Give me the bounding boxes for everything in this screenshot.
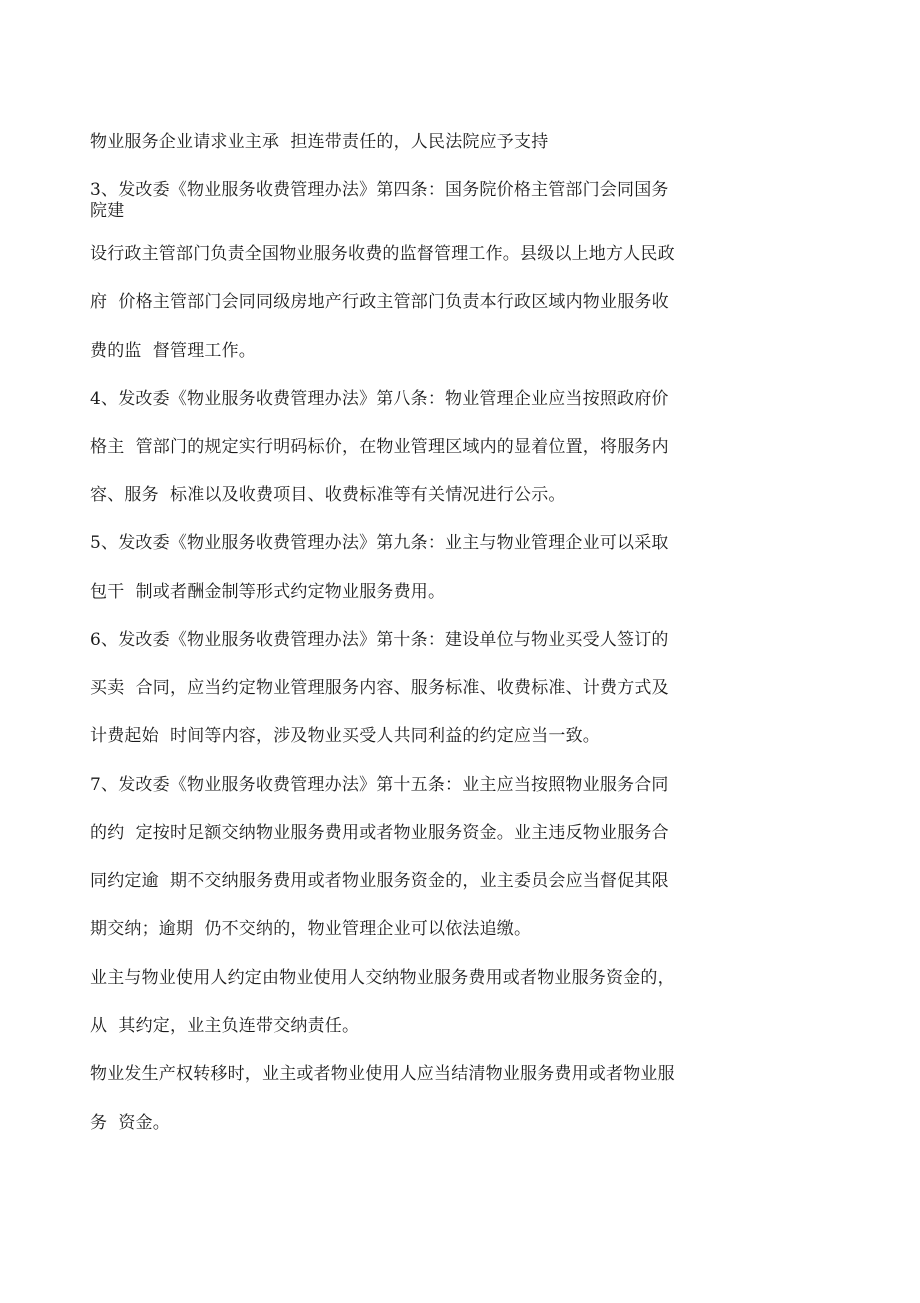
- text-line: 7、发改委《物业服务收费管理办法》第十五条：业主应当按照物业服务合同: [90, 775, 669, 795]
- text-line: 府 价格主管部门会同同级房地产行政主管部门负责本行政区域内物业服务收: [90, 292, 669, 312]
- text-line: 4、发改委《物业服务收费管理办法》第八条：物业管理企业应当按照政府价: [90, 389, 669, 409]
- text-line: 院建: [90, 201, 125, 221]
- text-line: 6、发改委《物业服务收费管理办法》第十条：建设单位与物业买受人签订的: [90, 630, 669, 650]
- text-line: 从 其约定，业主负连带交纳责任。: [90, 1016, 360, 1036]
- text-line: 务 资金。: [90, 1113, 171, 1133]
- text-line: 3、发改委《物业服务收费管理办法》第四条：国务院价格主管部门会同国务: [90, 180, 669, 200]
- text-line: 物业服务企业请求业主承 担连带责任的，人民法院应予支持: [90, 132, 549, 152]
- text-line: 的约 定按时足额交纳物业服务费用或者物业服务资金。业主违反物业服务合: [90, 823, 669, 843]
- text-line: 买卖 合同，应当约定物业管理服务内容、服务标准、收费标准、计费方式及: [90, 678, 669, 698]
- text-line: 费的监 督管理工作。: [90, 341, 257, 361]
- text-line: 期交纳；逾期 仍不交纳的，物业管理企业可以依法追缴。: [90, 919, 532, 939]
- text-line: 容、服务 标准以及收费项目、收费标准等有关情况进行公示。: [90, 485, 566, 505]
- text-line: 物业发生产权转移时，业主或者物业使用人应当结清物业服务费用或者物业服: [90, 1064, 675, 1084]
- text-line: 设行政主管部门负责全国物业服务收费的监督管理工作。县级以上地方人民政: [90, 244, 675, 264]
- text-line: 格主 管部门的规定实行明码标价，在物业管理区域内的显着位置，将服务内: [90, 437, 669, 457]
- text-line: 同约定逾 期不交纳服务费用或者物业服务资金的，业主委员会应当督促其限: [90, 871, 669, 891]
- text-line: 包干 制或者酬金制等形式约定物业服务费用。: [90, 582, 446, 602]
- text-line: 业主与物业使用人约定由物业使用人交纳物业服务费用或者物业服务资金的，: [90, 968, 675, 988]
- text-line: 计费起始 时间等内容，涉及物业买受人共同利益的约定应当一致。: [90, 726, 601, 746]
- text-line: 5、发改委《物业服务收费管理办法》第九条：业主与物业管理企业可以采取: [90, 533, 669, 553]
